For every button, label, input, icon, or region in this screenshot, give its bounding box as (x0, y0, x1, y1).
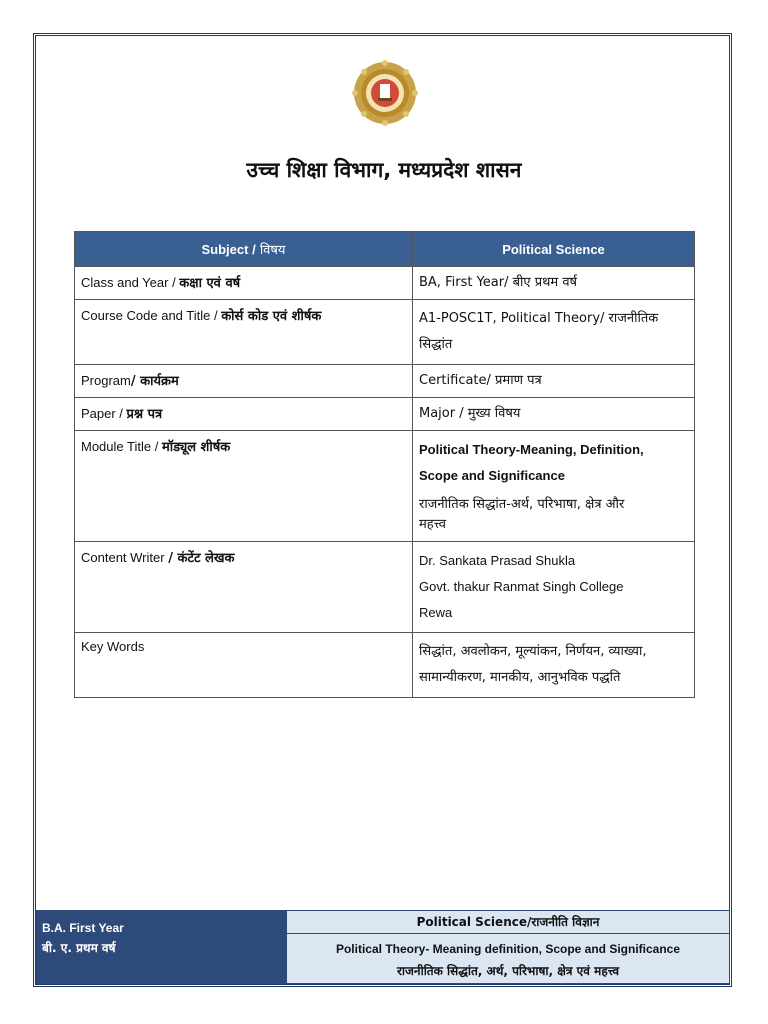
footer-class-en: B.A. First Year (42, 921, 124, 935)
value-line: Rewa (419, 605, 453, 620)
key-en: Class and Year / (81, 275, 180, 290)
row-key (75, 431, 413, 542)
footer-module (286, 934, 730, 984)
key-en: Content Writer (81, 550, 169, 565)
key-hi: कक्षा एवं वर्ष (179, 276, 241, 291)
key-hi: प्रश्न पत्र (126, 407, 163, 422)
row-key (75, 267, 413, 300)
table-row (75, 431, 695, 542)
subject-value-cell (413, 232, 695, 267)
footer-left (36, 910, 286, 984)
row-key (75, 542, 413, 633)
row-key (75, 633, 413, 698)
value-line: BA, First Year/ बीए प्रथम वर्ष (419, 275, 578, 290)
module-title-en: Scope and Significance (419, 468, 565, 483)
table-row (75, 633, 695, 698)
value-line: सिद्धांत (419, 337, 453, 352)
footer-class-hi: बी. ए. प्रथम वर्ष (42, 941, 116, 955)
subject-label-hi: विषय (255, 243, 286, 258)
key-en: Paper / (81, 406, 127, 421)
course-info-table (74, 231, 695, 698)
footer-module-hi: राजनीतिक सिद्धांत, अर्थ, परिभाषा, क्षेत्र एवं महत्त्व (397, 964, 619, 978)
footer-right (286, 910, 730, 984)
table-row (75, 542, 695, 633)
footer-module-en: Political Theory- Meaning definition, Scope and Significance (335, 942, 681, 956)
table-row (75, 267, 695, 300)
key-hi: कोर्स कोड एवं शीर्षक (221, 309, 322, 324)
row-value (413, 365, 695, 398)
row-value (413, 398, 695, 431)
value-line: Dr. Sankata Prasad Shukla (419, 553, 576, 568)
module-title-hi: महत्त्व (419, 517, 446, 532)
table-header-row (75, 232, 695, 267)
module-title-hi: राजनीतिक सिद्धांत-अर्थ, परिभाषा, क्षेत्र और (419, 497, 625, 512)
row-value (413, 267, 695, 300)
table-row (75, 398, 695, 431)
footer-subject: Political Science/राजनीति विज्ञान (286, 910, 730, 934)
table-row (75, 365, 695, 398)
value-line: A1-POSC1T, Political Theory/ राजनीतिक (419, 311, 659, 326)
table-row (75, 300, 695, 365)
department-title: उच्च शिक्षा विभाग, मध्यप्रदेश शासन (246, 158, 522, 182)
key-en: Module Title / (81, 439, 162, 454)
row-value (413, 633, 695, 698)
page-footer (36, 910, 730, 984)
row-key (75, 300, 413, 365)
key-hi: / कार्यक्रम (130, 374, 179, 389)
key-en: Key Words (81, 639, 145, 654)
value-line: सिद्धांत, अवलोकन, मूल्यांकन, निर्णयन, व्याख्या, (419, 644, 647, 659)
row-value (413, 300, 695, 365)
value-line: Govt. thakur Ranmat Singh College (419, 579, 624, 594)
key-hi: / कंटेंट लेखक (168, 551, 235, 566)
module-title-en: Political Theory-Meaning, Definition, (419, 442, 644, 457)
row-value (413, 431, 695, 542)
row-key (75, 398, 413, 431)
subject-label-en: Subject / (201, 242, 256, 257)
subject-header-cell (75, 232, 413, 267)
value-line: Certificate/ प्रमाण पत्र (419, 373, 542, 388)
row-key (75, 365, 413, 398)
key-hi: मॉड्यूल शीर्षक (161, 440, 231, 455)
key-en: Course Code and Title / (81, 308, 222, 323)
subject-value: Political Science (502, 241, 605, 257)
key-en: Program (81, 373, 131, 388)
row-value (413, 542, 695, 633)
value-line: सामान्यीकरण, मानकीय, आनुभविक पद्धति (419, 670, 621, 685)
value-line: Major / मुख्य विषय (419, 406, 521, 421)
mp-govt-emblem-icon (352, 60, 418, 126)
